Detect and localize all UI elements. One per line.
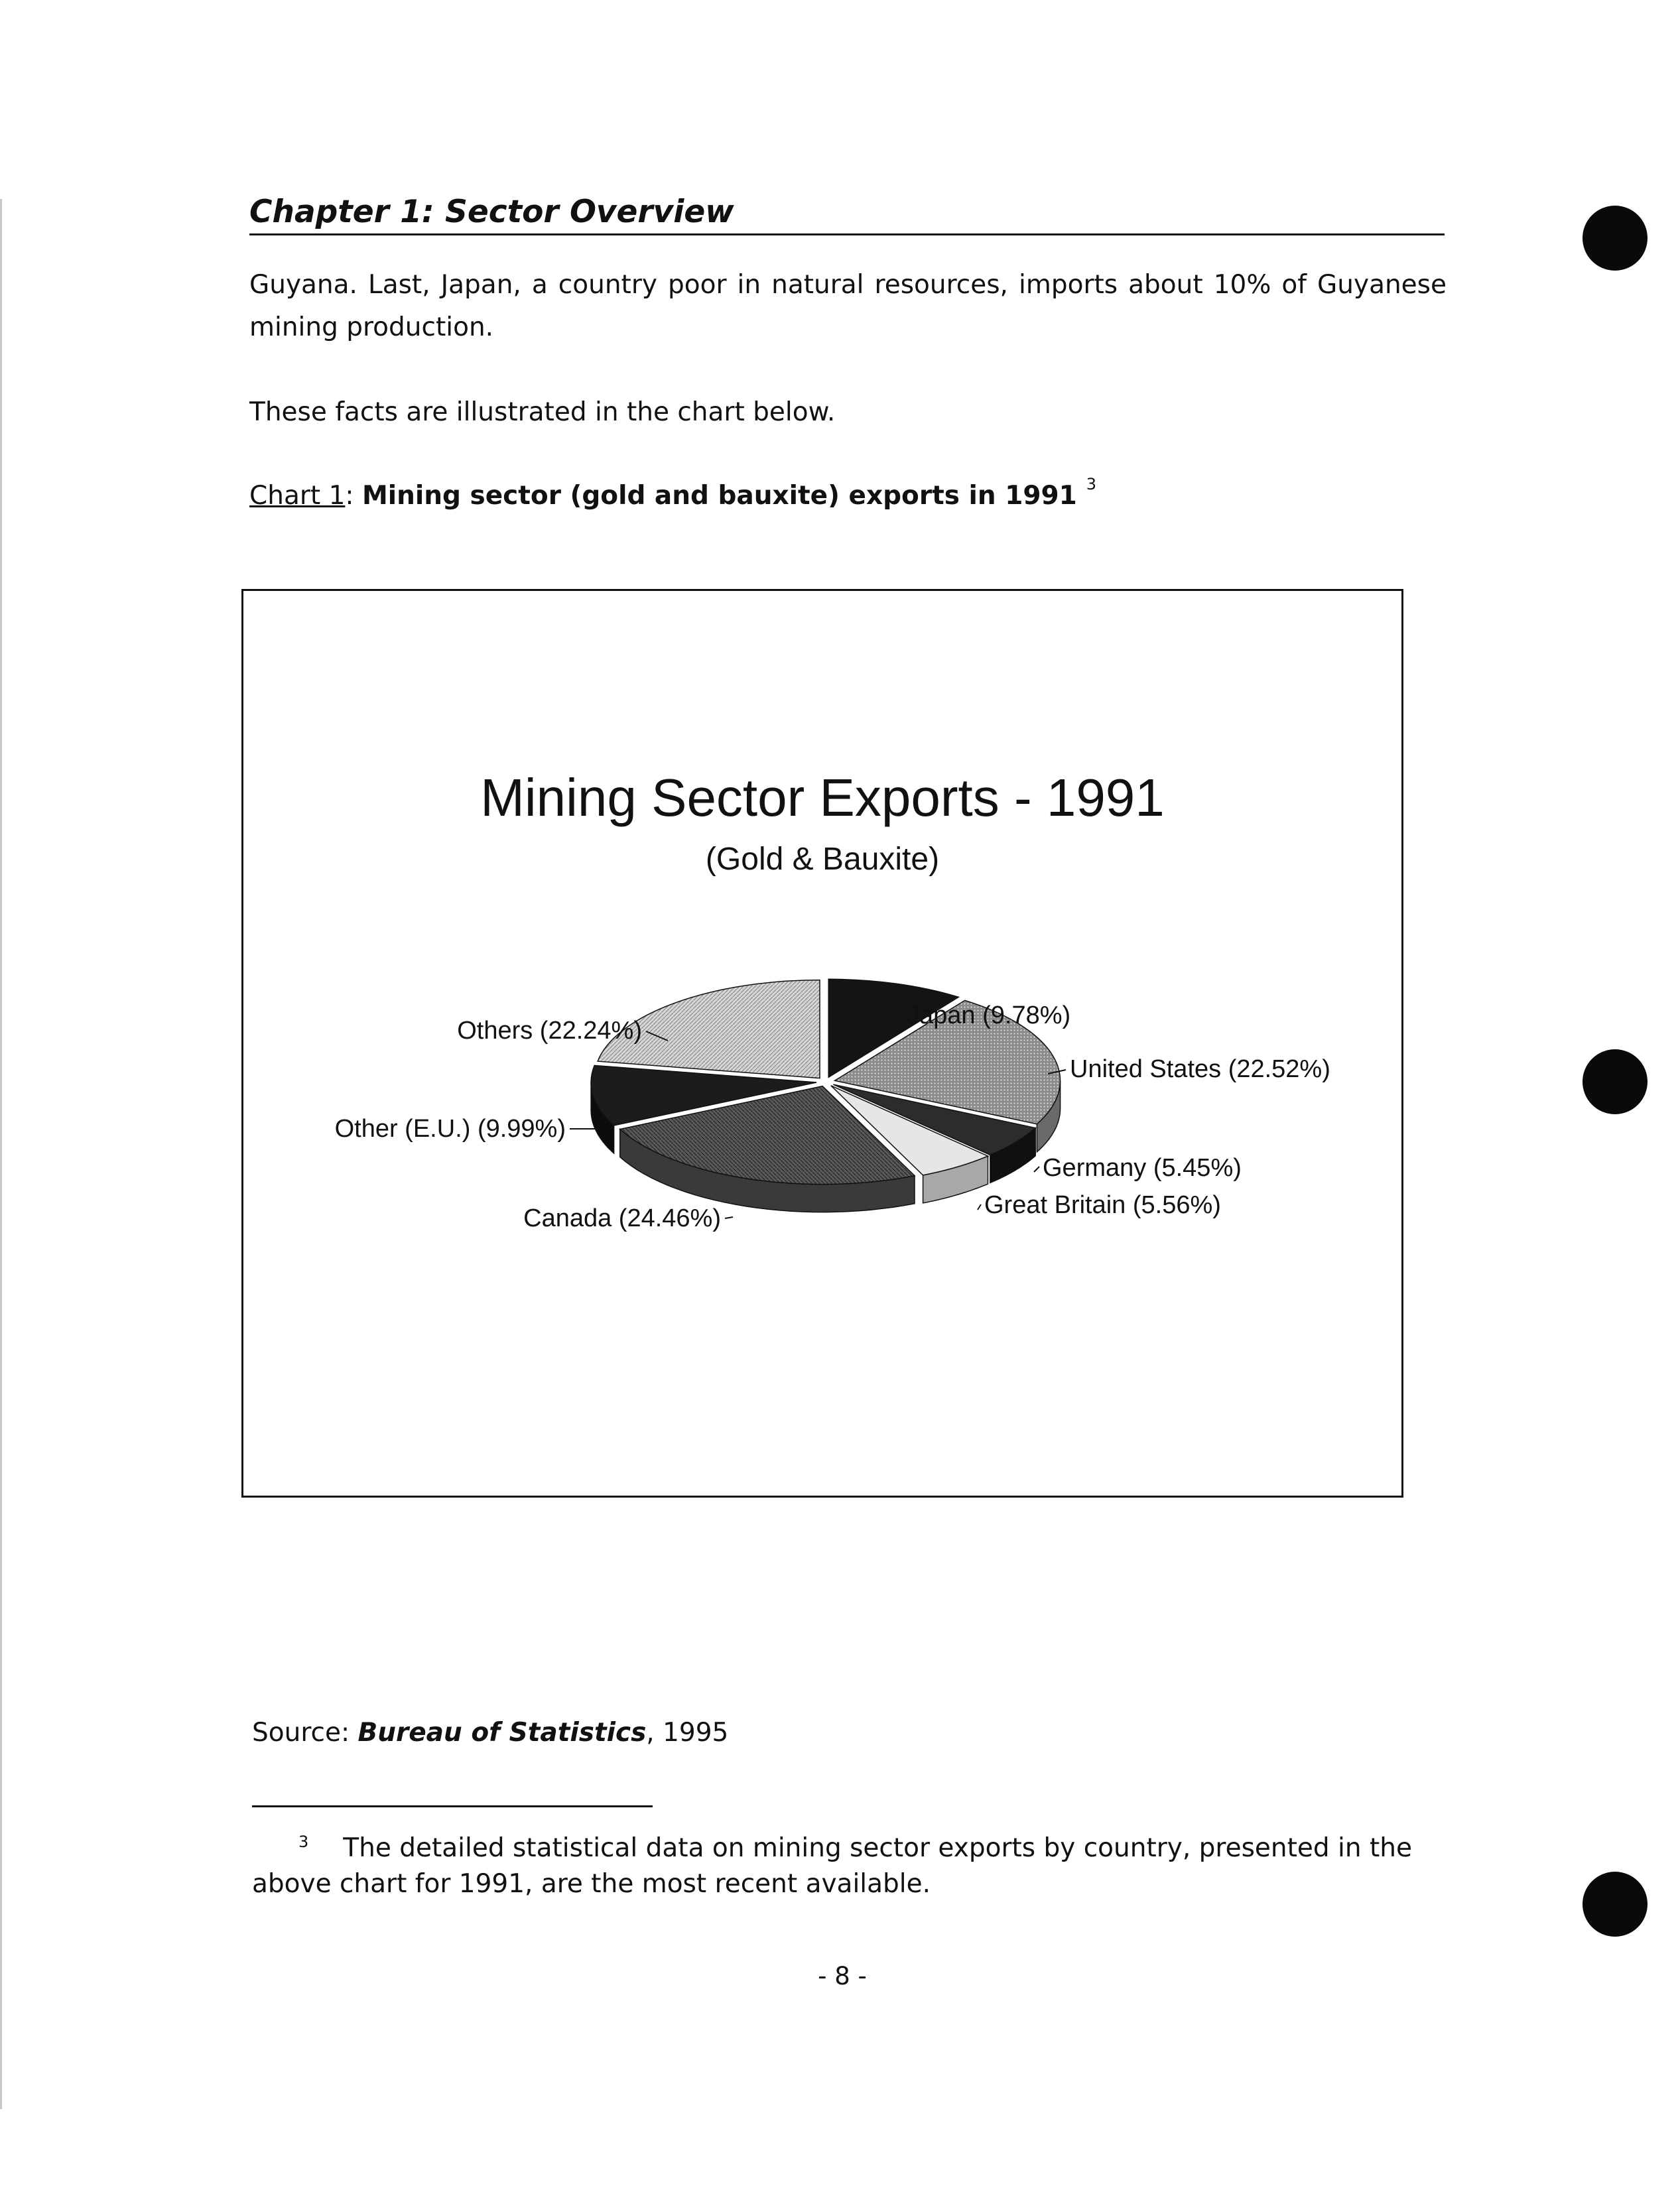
- caption-label: Chart 1: [249, 481, 346, 511]
- slice-label: United States (22.52%): [1070, 1055, 1330, 1083]
- source-line: [252, 1718, 728, 1748]
- label-leader-line: [725, 1217, 733, 1218]
- slice-label: Others (22.24%): [457, 1017, 642, 1045]
- chapter-heading: Chapter 1: Sector Overview: [249, 194, 734, 230]
- source-year: , 1995: [646, 1718, 729, 1748]
- heading-rule: [249, 233, 1445, 235]
- footnote: [252, 1824, 1453, 1902]
- caption-footnote-ref: 3: [1086, 475, 1097, 493]
- footnote-rule: [252, 1805, 653, 1807]
- chart-frame: [241, 589, 1403, 1498]
- caption-title: Mining sector (gold and bauxite) exports in 1991: [361, 481, 1077, 511]
- chart-subtitle: (Gold & Bauxite): [705, 842, 940, 877]
- chart-title: Mining Sector Exports - 1991: [480, 768, 1165, 827]
- punch-hole: [1583, 206, 1648, 271]
- label-leader-line: [1034, 1167, 1039, 1172]
- slice-label: Japan (9.78%): [907, 1001, 1071, 1029]
- chart-caption: [249, 475, 1096, 511]
- slice-label: Great Britain (5.56%): [984, 1191, 1221, 1219]
- slice-label: Germany (5.45%): [1043, 1154, 1242, 1182]
- body-paragraph: Guyana. Last, Japan, a country poor in natural resources, imports about 10% of Guyanese mining production.: [249, 270, 1447, 342]
- page-number: - 8 -: [818, 1962, 867, 1990]
- footnote-mark: 3: [298, 1833, 309, 1851]
- punch-hole: [1583, 1872, 1648, 1937]
- caption-separator: :: [345, 481, 354, 511]
- punch-hole: [1583, 1049, 1648, 1114]
- pie-chart: [243, 591, 1401, 1496]
- body-paragraph-2: These facts are illustrated in the chart below.: [249, 397, 836, 427]
- slice-label: Other (E.U.) (9.99%): [334, 1115, 566, 1143]
- page-edge-line: [0, 199, 2, 2109]
- footnote-text: The detailed statistical data on mining sector exports by country, presented in the above chart for 1991, are the most recent available.: [252, 1833, 1413, 1899]
- label-leader-line: [978, 1204, 981, 1210]
- slice-label: Canada (24.46%): [523, 1204, 721, 1232]
- source-prefix: Source:: [252, 1718, 358, 1748]
- source-org: Bureau of Statistics: [357, 1718, 647, 1748]
